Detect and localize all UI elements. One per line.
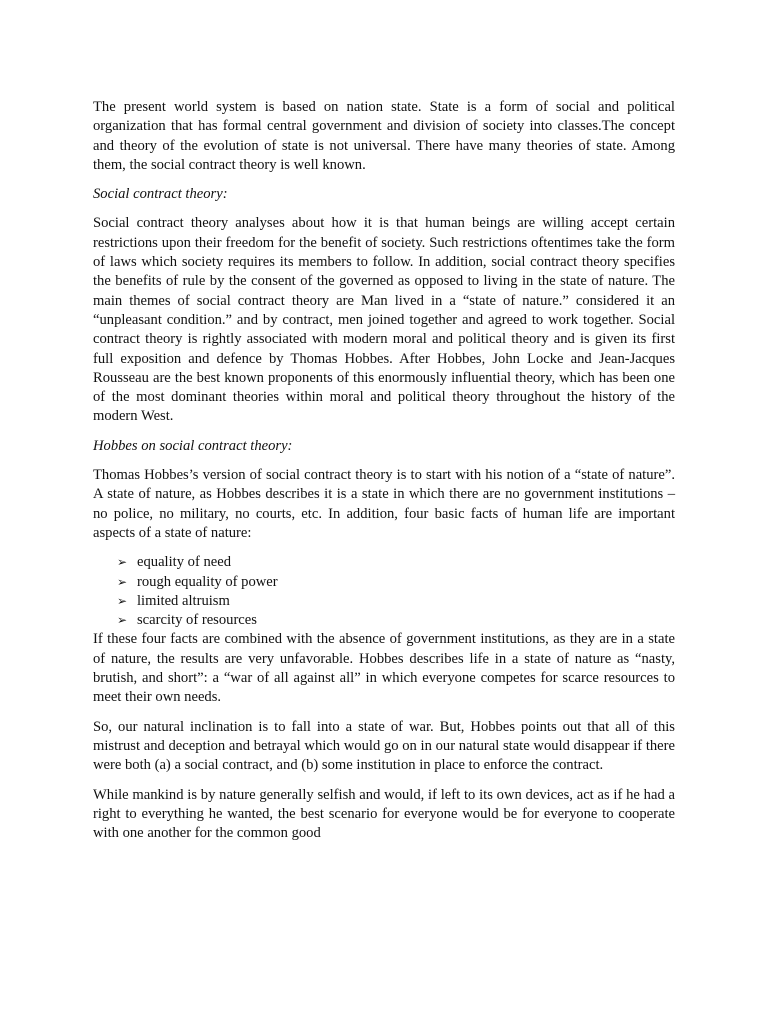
social-contract-paragraph: Social contract theory analyses about how it is that human beings are willing accept certain restrictions upon their freedom for the benefit of society. Such restrictions oftentimes take the form of laws which society requires its members to follow. In addition, social contract theory specifies the benefits of rule by the consent of the governed as opposed to living in the state of nature. The main themes of social contract theory are Man lived in a “state of nature.” considered it an “unpleasant condition.” and by contract, men joined together and agreed to work together. Social contract theory is rightly associated with modern moral and political theory and is given its first full exposition and defence by Thomas Hobbes. After Hobbes, John Locke and Jean-Jacques Rousseau are the best known proponents of this enormously influential theory, which has been one of the most dominant theories within moral and political theory throughout the history of the modern West. — [93, 215, 675, 425]
social-contract-heading: Social contract theory: — [93, 186, 228, 203]
combined-paragraph: If these four facts are combined with the absence of government institutions, as they are in a state of nature, the results are very unfavorable. Hobbes describes life in a state of nature as “nasty, brutish, and short”: a “war of all against all” in which everyone competes for scarce resources to meet their own needs. — [93, 631, 675, 706]
intro-paragraph: The present world system is based on nation state. State is a form of social and political organization that has formal central government and division of society into classes.The concept and theory of the evolution of state is not universal. There have many theories of state. Among them, the social contract theory is well known. — [93, 99, 675, 173]
fact-text: rough equality of power — [137, 573, 278, 590]
list-item — [117, 592, 675, 611]
war-paragraph: So, our natural inclination is to fall into a state of war. But, Hobbes points out that all of this mistrust and deception and betrayal which would go on in our natural state would disappear if there were both (a) a social contract, and (b) some institution in place to enforce the contract. — [93, 718, 675, 774]
document-page — [93, 98, 675, 853]
list-item — [117, 611, 675, 630]
mankind-paragraph: While mankind is by nature generally selfish and would, if left to its own devices, act as if he had a right to everything he wanted, the best scenario for everyone would be for everyone to cooperate with one another for the common good — [93, 786, 675, 842]
list-item — [117, 573, 675, 592]
arrow-bullet-icon: ➢ — [117, 593, 128, 608]
fact-text: equality of need — [137, 554, 232, 571]
facts-list — [93, 553, 675, 630]
list-item — [117, 553, 675, 572]
arrow-bullet-icon: ➢ — [117, 555, 128, 570]
hobbes-heading: Hobbes on social contract theory: — [93, 437, 293, 454]
arrow-bullet-icon: ➢ — [117, 613, 128, 628]
fact-text: limited altruism — [137, 592, 230, 609]
hobbes-paragraph: Thomas Hobbes’s version of social contract theory is to start with his notion of a “state of nature”. A state of nature, as Hobbes describes it is a state in which there are no government institutions – no police, no military, no courts, etc. In addition, four basic facts of human life are important aspects of a state of nature: — [93, 467, 675, 541]
arrow-bullet-icon: ➢ — [117, 574, 128, 589]
fact-text: scarcity of resources — [137, 612, 257, 629]
